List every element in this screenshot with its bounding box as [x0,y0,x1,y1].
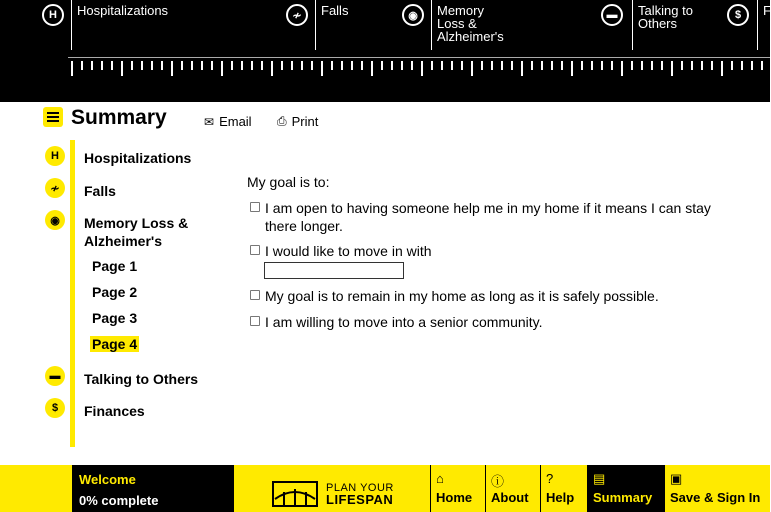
ruler-tick [401,61,403,70]
ruler-tick [461,61,463,70]
ruler-tick [451,61,453,70]
ruler-tick [81,61,83,70]
goal-checkbox[interactable] [250,316,260,326]
bridge-logo-icon [272,481,318,507]
ruler-tick [661,61,663,70]
printer-icon: ⎙ [277,114,287,128]
goal-option-senior-community [250,313,740,331]
ruler-tick [701,61,703,70]
ruler-tick [561,61,563,70]
summary-label: Summary [593,490,653,505]
dollar-icon: $ [45,398,65,418]
summary-list-icon [43,107,63,127]
about-button[interactable] [485,465,540,512]
ruler-tick [121,61,123,76]
summary-list-icon: ▤ [593,471,606,486]
ruler-tick [551,61,553,70]
ruler-tick [151,61,153,70]
logo-line-1: PLAN YOUR [326,481,394,494]
sidebar-item-talking-to-others[interactable]: Talking to Others [84,371,199,387]
logo-text [326,482,394,507]
ruler-tick [411,61,413,70]
tab-label: F [763,3,771,18]
goal-option-help-at-home [250,199,740,235]
speech-bubble-icon: ▬ [601,4,623,26]
envelope-icon: ✉ [204,114,215,129]
tab-finances[interactable] [727,0,770,50]
ruler-tick [431,61,433,70]
ruler-tick [581,61,583,70]
ruler-tick [651,61,653,70]
logo-line-2: LIFESPAN [326,491,394,507]
head-brain-icon: ◉ [45,210,65,230]
goal-option-label: My goal is to remain in my home as long as it is safely possible. [265,288,659,304]
ruler-tick [711,61,713,70]
tab-divider [315,0,316,50]
ruler-tick [601,61,603,70]
home-label: Home [436,490,473,505]
goal-checkbox[interactable] [250,202,260,212]
sidebar-subitem-page-2[interactable]: Page 2 [92,284,138,300]
home-icon: ⌂ [436,471,444,486]
email-button[interactable] [204,114,252,129]
ruler-tick [141,61,143,70]
sidebar-accent-bar [70,140,75,447]
hospital-icon: H [42,4,64,26]
info-icon: ⓘ [491,474,505,489]
ruler-tick [681,61,683,70]
ruler-tick [211,61,213,70]
ruler-tick [241,61,243,70]
goal-option-remain-home [250,287,740,305]
ruler-tick [281,61,283,70]
dollar-icon: $ [727,4,749,26]
ruler-tick [761,61,763,70]
ruler-tick [251,61,253,70]
ruler-tick [371,61,373,76]
goal-heading: My goal is to: [247,174,330,190]
home-button[interactable] [430,465,485,512]
ruler-tick [541,61,543,70]
page-title: Summary [71,106,167,129]
ruler-tick [481,61,483,70]
ruler-tick [321,61,323,76]
ruler-tick [201,61,203,70]
ruler-tick [361,61,363,70]
tab-hospitalizations[interactable] [40,0,320,50]
ruler-tick [91,61,93,70]
tab-talking-to-others[interactable] [601,0,721,50]
ruler-tick [441,61,443,70]
sidebar-item-memory-loss[interactable]: Memory Loss & Alzheimer's [84,215,189,249]
ruler-tick [161,61,163,70]
plan-your-lifespan-logo[interactable] [272,481,394,507]
about-label: About [491,490,529,505]
ruler-tick [291,61,293,70]
ruler-tick [511,61,513,70]
ruler-tick [271,61,273,76]
tab-label: Falls [321,3,349,18]
falling-person-icon: ≁ [45,178,65,198]
tab-memory-loss[interactable] [400,0,595,50]
ruler-tick [691,61,693,70]
move-in-with-field[interactable] [264,262,404,279]
progress-ruler [68,57,770,81]
ruler-tick [231,61,233,70]
tab-label: Memory Loss & Alzheimer's [437,3,504,44]
goal-checkbox[interactable] [250,290,260,300]
ruler-tick [391,61,393,70]
tab-divider [431,0,432,50]
save-sign-in-label: Save & Sign In [670,490,761,505]
head-brain-icon: ◉ [402,4,424,26]
ruler-tick [381,61,383,70]
tab-divider [757,0,758,50]
goal-option-label: I am willing to move into a senior community. [265,314,543,330]
ruler-tick [111,61,113,70]
ruler-tick [591,61,593,70]
ruler-tick [531,61,533,70]
tab-divider [71,0,72,50]
sidebar-item-falls[interactable]: Falls [84,183,116,199]
summary-button[interactable] [587,465,664,512]
print-label: Print [291,114,319,129]
top-navigation [0,0,770,102]
sidebar-item-finances[interactable]: Finances [84,403,145,419]
progress-text: 0% complete [79,493,159,508]
goal-option-move-in-with [250,242,740,260]
falling-person-icon: ≁ [286,4,308,26]
ruler-tick [331,61,333,70]
ruler-tick [621,61,623,76]
ruler-tick [301,61,303,70]
welcome-panel [72,465,234,512]
sidebar-subitem-page-4[interactable]: Page 4 [92,336,138,352]
ruler-tick [221,61,223,76]
ruler-tick [311,61,313,70]
ruler-tick [721,61,723,76]
help-label: Help [546,490,575,505]
question-icon: ? [546,471,554,486]
ruler-tick [491,61,493,70]
ruler-tick [671,61,673,76]
hospital-icon: H [45,146,65,166]
ruler-tick [521,61,523,76]
tab-label: Hospitalizations [77,3,169,18]
ruler-tick [71,61,73,76]
sidebar-subitem-page-1[interactable]: Page 1 [92,258,138,274]
ruler-baseline [68,57,770,58]
ruler-tick [641,61,643,70]
print-button[interactable] [277,114,318,129]
goal-option-label: I would like to move in with [265,243,432,259]
ruler-tick [191,61,193,70]
ruler-tick [101,61,103,70]
ruler-tick [171,61,173,76]
ruler-tick [131,61,133,70]
welcome-text: Welcome [79,472,136,487]
goal-option-label: I am open to having someone help me in my home if it means I can stay there longer. [265,200,711,234]
ruler-tick [611,61,613,70]
tab-label: Talking to Others [638,3,693,31]
save-disk-icon: ▣ [670,471,683,486]
ruler-tick [471,61,473,76]
email-label: Email [219,114,252,129]
goal-checkbox[interactable] [250,245,260,255]
ruler-tick [501,61,503,70]
ruler-tick [631,61,633,70]
sidebar-subitem-page-3[interactable]: Page 3 [92,310,138,326]
ruler-tick [731,61,733,70]
save-sign-in-button[interactable] [664,465,770,512]
help-button[interactable] [540,465,587,512]
ruler-tick [571,61,573,76]
ruler-tick [181,61,183,70]
ruler-tick [341,61,343,70]
tab-divider [632,0,633,50]
tab-falls[interactable] [284,0,394,50]
ruler-tick [421,61,423,76]
sidebar-item-hospitalizations[interactable]: Hospitalizations [84,150,192,166]
ruler-tick [351,61,353,70]
ruler-tick [261,61,263,70]
ruler-tick [751,61,753,70]
speech-bubble-icon: ▬ [45,366,65,386]
ruler-tick [741,61,743,70]
